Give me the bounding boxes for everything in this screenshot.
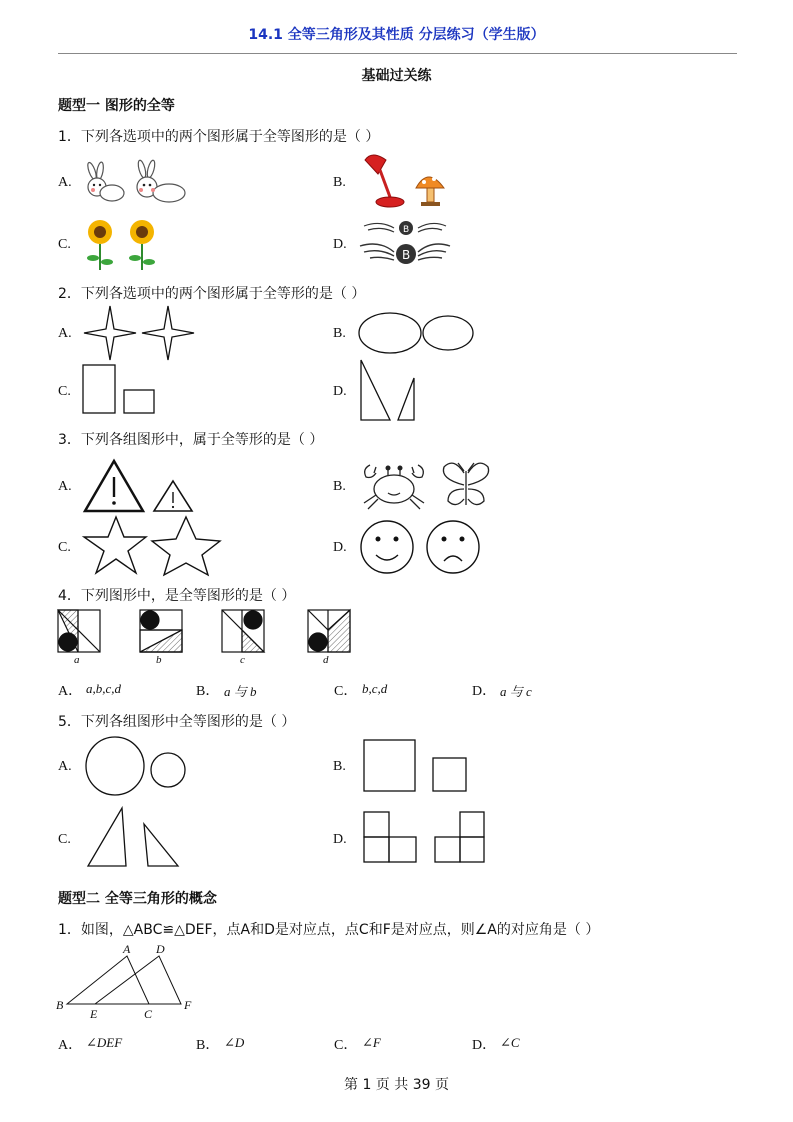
q3-label-a: A. <box>58 479 72 494</box>
q4-label-d: D． <box>472 684 497 699</box>
caption-c: c <box>240 654 245 666</box>
document-header: 14.1 全等三角形及其性质 分层练习（学生版） <box>248 27 545 43</box>
q2-label-d: D. <box>333 384 347 399</box>
lamps-picture <box>360 152 450 210</box>
point-d: D <box>156 942 165 956</box>
ovals-figure <box>358 312 476 354</box>
point-a: A <box>123 942 131 956</box>
q3-label-d: D. <box>333 540 347 555</box>
smiley-faces-figure <box>360 519 482 575</box>
circles-figure <box>84 735 188 797</box>
scalene-triangles-figure <box>86 806 182 870</box>
section-title: 基础过关练 <box>361 68 432 84</box>
winged-logos-picture <box>360 218 450 270</box>
sunflowers-picture <box>84 218 164 272</box>
crab-butterfly-figure <box>360 459 508 511</box>
t2q1-label-a: A． <box>58 1038 83 1053</box>
question-1-5: 5．下列各组图形中全等图形的是（ ） <box>58 714 296 730</box>
t2q1-option-c: ∠F <box>362 1035 381 1050</box>
rabbits-picture <box>84 163 194 208</box>
caption-d: d <box>323 654 329 666</box>
q1-label-b: B. <box>333 175 346 190</box>
q5-label-a: A. <box>58 759 72 774</box>
q5-label-d: D. <box>333 832 347 847</box>
q1-label-a: A. <box>58 175 72 190</box>
q4-label-b: B． <box>196 684 220 699</box>
q2-label-c: C. <box>58 384 71 399</box>
q4-option-a: a,b,c,d <box>86 681 122 696</box>
t2q1-label-d: D． <box>472 1038 497 1053</box>
topic1-heading: 题型一 图形的全等 <box>58 98 175 114</box>
q4-option-b: a 与 b <box>224 684 257 699</box>
squares-figure <box>362 738 472 794</box>
point-f: F <box>184 998 192 1012</box>
point-e: E <box>90 1007 98 1021</box>
q4-option-c: b,c,d <box>362 681 388 696</box>
q1-label-c: C. <box>58 237 71 252</box>
right-triangles-figure <box>358 358 420 422</box>
header-divider <box>58 53 737 54</box>
svg-text:B: B <box>403 225 410 235</box>
q4-label-c: C． <box>334 684 358 699</box>
five-point-stars-figure <box>82 515 224 577</box>
t2q1-option-b: ∠D <box>224 1035 245 1050</box>
question-1-4: 4．下列图形中，是全等图形的是（ ） <box>58 588 296 604</box>
rectangles-figure <box>82 364 157 416</box>
question-1-3: 3．下列各组图形中，属于全等形的是（ ） <box>58 432 324 448</box>
q2-label-a: A. <box>58 326 72 341</box>
t2q1-option-a: ∠DEF <box>86 1035 123 1050</box>
page-footer: 第 1 页 共 39 页 <box>344 1077 449 1093</box>
q1-label-d: D. <box>333 237 347 252</box>
topic2-heading: 题型二 全等三角形的概念 <box>58 891 217 907</box>
question-1-1: 1．下列各选项中的两个图形属于全等图形的是（ ） <box>58 129 380 145</box>
q5-label-c: C. <box>58 832 71 847</box>
q3-label-b: B. <box>333 479 346 494</box>
shaded-squares-figure <box>56 608 356 670</box>
point-b: B <box>56 998 64 1012</box>
t2q1-label-b: B． <box>196 1038 220 1053</box>
q2-label-b: B. <box>333 326 346 341</box>
q4-label-a: A． <box>58 684 83 699</box>
t2q1-label-c: C． <box>334 1038 358 1053</box>
q5-label-b: B. <box>333 759 346 774</box>
caption-a: a <box>74 654 80 666</box>
q4-option-d: a 与 c <box>500 684 532 699</box>
congruent-triangles-diagram <box>55 942 205 1024</box>
caption-b: b <box>156 654 162 666</box>
svg-text:B: B <box>402 248 411 262</box>
four-point-stars-figure <box>82 305 197 361</box>
question-1-2: 2．下列各选项中的两个图形属于全等形的是（ ） <box>58 286 366 302</box>
point-c: C <box>144 1007 153 1021</box>
t2q1-option-d: ∠C <box>500 1035 520 1050</box>
q3-label-c: C. <box>58 540 71 555</box>
question-2-1: 1．如图，△ABC≌△DEF，点A和D是对应点，点C和F是对应点，则∠A的对应角是（ ） <box>58 922 600 938</box>
warning-triangles-figure <box>84 459 196 513</box>
l-shapes-figure <box>362 810 488 864</box>
